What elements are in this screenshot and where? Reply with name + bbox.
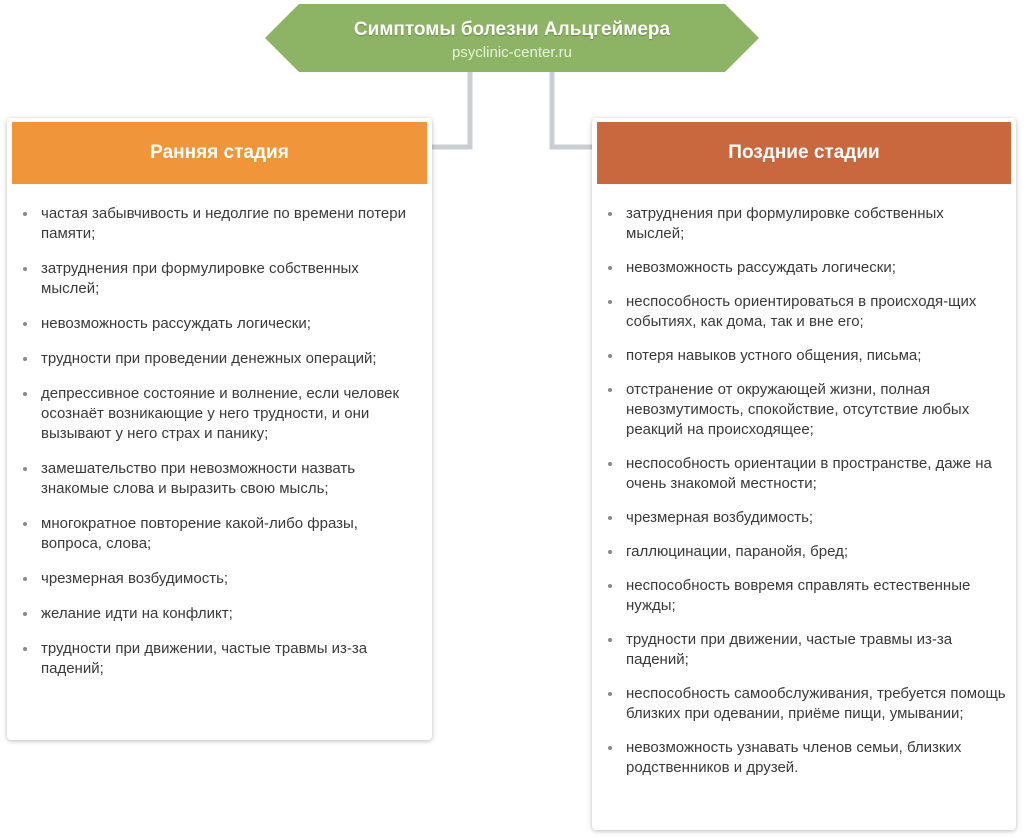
late-stage-header: Поздние стадии: [597, 122, 1011, 184]
bullet-icon: [608, 516, 612, 520]
late-symptom-item: [606, 346, 1006, 366]
symptom-text: трудности при движении, частые травмы из-за падений;: [41, 640, 368, 677]
title-banner: [265, 4, 759, 72]
early-symptom-item: [21, 314, 421, 334]
symptom-text: неспособность ориентироваться в происходя-щих событиях, как дома, так и вне его;: [626, 293, 977, 330]
symptom-text: чрезмерная возбудимость;: [626, 509, 814, 526]
bullet-icon: [608, 638, 612, 642]
symptom-text: невозможность рассуждать логически;: [41, 315, 311, 332]
symptom-text: затруднения при формулировке собственных мыслей;: [626, 205, 944, 242]
early-stage-list: [21, 204, 421, 694]
source-label: psyclinic-center.ru: [451, 44, 573, 61]
symptom-text: затруднения при формулировке собственных мыслей;: [41, 260, 359, 297]
early-symptom-item: [21, 514, 421, 554]
early-symptom-item: [21, 384, 421, 444]
late-symptom-item: [606, 204, 1006, 244]
bullet-icon: [23, 612, 27, 616]
late-symptom-item: [606, 508, 1006, 528]
symptom-text: невозможность рассуждать логически;: [626, 259, 896, 276]
symptom-text: чрезмерная возбудимость;: [41, 570, 229, 587]
early-symptom-item: [21, 459, 421, 499]
bullet-icon: [23, 467, 27, 471]
early-symptom-item: [21, 569, 421, 589]
early-symptom-item: [21, 204, 421, 244]
late-symptom-item: [606, 542, 1006, 562]
bullet-icon: [608, 550, 612, 554]
bullet-icon: [608, 462, 612, 466]
bullet-icon: [608, 354, 612, 358]
late-symptom-item: [606, 576, 1006, 616]
early-stage-card: [7, 118, 432, 740]
connector-right: [552, 70, 592, 147]
early-symptom-item: [21, 259, 421, 299]
bullet-icon: [23, 392, 27, 396]
bullet-icon: [608, 266, 612, 270]
bullet-icon: [23, 322, 27, 326]
symptom-text: неспособность самообслуживания, требуется помощь близких при одевании, приёме пищи, умывании;: [626, 685, 1006, 722]
bullet-icon: [23, 522, 27, 526]
bullet-icon: [608, 692, 612, 696]
symptom-text: потеря навыков устного общения, письма;: [626, 347, 922, 364]
bullet-icon: [608, 388, 612, 392]
bullet-icon: [608, 746, 612, 750]
diagram-title: Симптомы болезни Альцгеймера: [353, 19, 671, 40]
bullet-icon: [608, 584, 612, 588]
symptom-text: депрессивное состояние и волнение, если человек осознаёт возникающие у него трудности, и они вызывают у него страх и панику;: [41, 385, 400, 442]
early-symptom-item: [21, 604, 421, 624]
late-stage-list: [606, 204, 1006, 792]
bullet-icon: [608, 300, 612, 304]
bullet-icon: [23, 357, 27, 361]
symptom-text: частая забывчивость и недолгие по времени потери памяти;: [41, 205, 406, 242]
late-symptom-item: [606, 684, 1006, 724]
bullet-icon: [23, 212, 27, 216]
symptom-text: желание идти на конфликт;: [41, 605, 233, 622]
symptom-text: замешательство при невозможности назвать знакомые слова и выразить свою мысль;: [41, 460, 356, 497]
symptom-text: неспособность ориентации в пространстве, даже на очень знакомой местности;: [626, 455, 992, 492]
early-stage-header: Ранняя стадия: [12, 122, 427, 184]
late-symptom-item: [606, 258, 1006, 278]
late-symptom-item: [606, 630, 1006, 670]
symptom-text: многократное повторение какой-либо фразы, вопроса, слова;: [41, 515, 358, 552]
symptom-text: галлюцинации, паранойя, бред;: [626, 543, 848, 560]
late-symptom-item: [606, 454, 1006, 494]
early-symptom-item: [21, 639, 421, 679]
late-symptom-item: [606, 380, 1006, 440]
symptom-text: трудности при проведении денежных операций;: [41, 350, 377, 367]
symptom-text: невозможность узнавать членов семьи, близких родственников и друзей.: [626, 739, 962, 776]
late-symptom-item: [606, 738, 1006, 778]
connector-left: [432, 70, 470, 147]
symptom-text: неспособность вовремя справлять естественные нужды;: [626, 577, 971, 614]
early-symptom-item: [21, 349, 421, 369]
symptom-text: трудности при движении, частые травмы из-за падений;: [626, 631, 953, 668]
bullet-icon: [608, 212, 612, 216]
symptom-text: отстранение от окружающей жизни, полная невозмутимость, спокойствие, отсутствие любых реакций на происходящее;: [626, 381, 970, 438]
bullet-icon: [23, 647, 27, 651]
late-symptom-item: [606, 292, 1006, 332]
bullet-icon: [23, 577, 27, 581]
late-stage-card: [592, 118, 1016, 830]
bullet-icon: [23, 267, 27, 271]
